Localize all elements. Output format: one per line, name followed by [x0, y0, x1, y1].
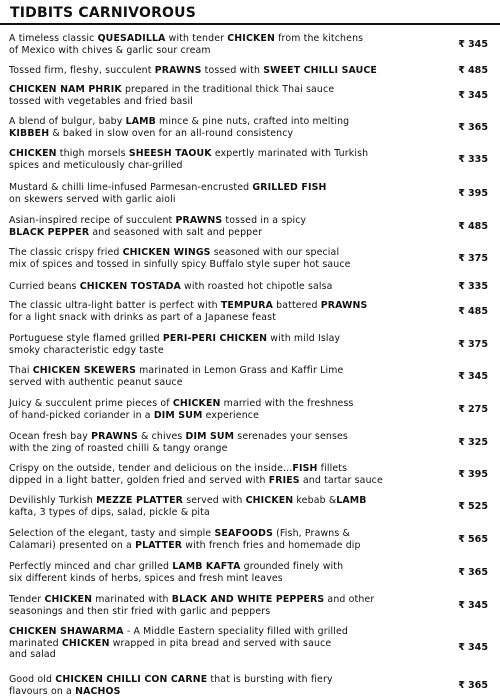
rupee-symbol: ₹ [458, 339, 465, 351]
rupee-symbol: ₹ [458, 469, 465, 481]
item-description-line [9, 398, 449, 410]
item-description-line [9, 84, 449, 96]
description-text: smoky characteristic edgy taste [9, 344, 164, 356]
description-text: - A Middle Eastern speciality filled with grilled [123, 626, 349, 637]
dish-keyword: CHICKEN [44, 594, 93, 605]
dish-keyword: PRAWNS [320, 300, 368, 311]
description-text: spices and meticulously char-grilled [9, 159, 183, 171]
item-description-line [9, 573, 449, 585]
description-text: with tender [165, 33, 228, 44]
item-description-line [9, 345, 449, 357]
description-text: Devilishly Turkish [9, 495, 97, 506]
item-description-line [9, 194, 449, 206]
price-value: 395 [467, 469, 488, 481]
description-text: with mild Islay [267, 333, 341, 344]
dish-keyword: PLATTER [135, 539, 183, 551]
item-description-line [9, 443, 449, 455]
item-description-line [9, 281, 449, 293]
description-text: serenades your senses [234, 431, 348, 442]
description-text: marinated [9, 637, 62, 649]
rupee-symbol: ₹ [458, 404, 465, 416]
item-description-line [9, 333, 449, 345]
dish-keyword: BLACK PEPPER [9, 226, 90, 238]
item-description-line [9, 65, 449, 77]
dish-keyword: FRIES [268, 474, 300, 486]
description-text: The classic crispy fried [9, 247, 123, 258]
price-value: 345 [467, 371, 488, 383]
description-text: A timeless classic [9, 33, 98, 44]
rupee-symbol: ₹ [458, 221, 465, 233]
price-value: 345 [467, 600, 488, 612]
description-text: Curried beans [9, 281, 80, 292]
description-text: kafta, 3 types of dips, salad, pickle & pita [9, 506, 210, 518]
price-value: 485 [467, 65, 488, 76]
description-text: seasoned with our special [210, 247, 340, 258]
description-text: Good old [9, 674, 56, 685]
price-value: 335 [467, 154, 488, 166]
item-price [440, 90, 488, 102]
rupee-symbol: ₹ [458, 437, 465, 449]
dish-keyword: GRILLED FISH [252, 182, 327, 193]
item-description-line [9, 686, 449, 698]
item-description-line [9, 45, 449, 57]
item-description-line [9, 247, 449, 259]
dish-keyword: SHEESH TAOUK [128, 148, 212, 159]
item-price [440, 501, 488, 513]
item-description-line [9, 626, 449, 638]
item-description-line [9, 300, 449, 312]
price-value: 365 [467, 122, 488, 134]
item-price [440, 122, 488, 134]
description-text: of Mexico with chives & garlic sour cream [9, 44, 211, 56]
description-text: & chives [137, 431, 186, 442]
description-text: with french fries and homemade dip [182, 539, 361, 551]
rupee-symbol: ₹ [458, 188, 465, 200]
description-text: of hand-picked coriander in a [9, 409, 154, 421]
item-description-line [9, 160, 449, 172]
item-description-line [9, 227, 449, 239]
dish-keyword: QUESADILLA [97, 33, 166, 44]
item-description-line [9, 431, 449, 443]
price-value: 275 [467, 404, 488, 416]
price-value: 565 [467, 534, 488, 546]
description-text: dipped in a light batter, golden fried and served with [9, 474, 269, 486]
description-text: and other [324, 594, 375, 605]
description-text: wrapped in pita bread and served with sauce [109, 637, 332, 649]
item-price [440, 188, 488, 200]
price-value: 345 [467, 90, 488, 102]
dish-keyword: PERI-PERI CHICKEN [162, 333, 268, 344]
dish-keyword: SEAFOODS [214, 528, 273, 539]
dish-keyword: PRAWNS [175, 215, 223, 226]
description-text: with roasted hot chipotle salsa [180, 281, 333, 292]
dish-keyword: CHICKEN NAM PHRIK [9, 84, 122, 95]
description-text: Juicy & succulent prime pieces of [9, 398, 173, 409]
item-price [440, 339, 488, 351]
dish-keyword: CHICKEN CHILLI CON CARNE [55, 674, 208, 685]
dish-keyword: CHICKEN [9, 148, 57, 159]
item-description-line [9, 606, 449, 618]
item-price [440, 65, 488, 77]
dish-keyword: KIBBEH [9, 127, 50, 139]
description-text: mix of spices and tossed in sinfully spicy Buffalo style super hot sauce [9, 258, 351, 270]
price-value: 345 [467, 39, 488, 51]
price-value: 325 [467, 437, 488, 449]
description-text: served with [183, 495, 246, 506]
item-description-line [9, 540, 449, 552]
description-text: Asian-inspired recipe of succulent [9, 215, 176, 226]
item-description-line [9, 507, 449, 519]
item-description-line [9, 377, 449, 389]
rupee-symbol: ₹ [458, 600, 465, 612]
item-price [440, 437, 488, 449]
description-text: The classic ultra-light batter is perfect with [9, 300, 221, 311]
description-text: that is bursting with fiery [207, 674, 333, 685]
rupee-symbol: ₹ [458, 306, 465, 318]
description-text: A blend of bulgur, baby [9, 116, 126, 127]
dish-keyword: LAMB [125, 116, 156, 127]
description-text: fillets [317, 463, 348, 474]
price-value: 485 [467, 306, 488, 318]
item-price [440, 642, 488, 654]
dish-keyword: CHICKEN [61, 637, 110, 649]
description-text: and seasoned with salt and pepper [89, 226, 263, 238]
section-title: TIDBITS CARNIVOROUS [10, 5, 197, 21]
dish-keyword: CHICKEN SKEWERS [32, 365, 137, 376]
description-text: battered [273, 300, 321, 311]
description-text: tossed with vegetables and fried basil [9, 95, 193, 107]
item-description-line [9, 128, 449, 140]
rupee-symbol: ₹ [458, 253, 465, 265]
dish-keyword: CHICKEN TOSTADA [79, 281, 181, 292]
item-description-line [9, 475, 449, 487]
item-description-line [9, 528, 449, 540]
dish-keyword: DIM SUM [185, 431, 235, 442]
description-text: flavours on a [9, 685, 76, 697]
item-price [440, 600, 488, 612]
item-description-line [9, 33, 449, 45]
description-text: marinated in Lemon Grass and Kaffir Lime [136, 365, 344, 376]
description-text: prepared in the traditional thick Thai sauce [121, 84, 335, 95]
item-description-line [9, 96, 449, 108]
description-text: Tender [9, 594, 45, 605]
item-description-line [9, 638, 449, 650]
item-price [440, 534, 488, 546]
dish-keyword: MEZZE PLATTER [96, 495, 184, 506]
description-text: expertly marinated with Turkish [211, 148, 369, 159]
dish-keyword: CHICKEN WINGS [122, 247, 211, 258]
description-text: thigh morsels [56, 148, 129, 159]
description-text: grounded finely with [240, 561, 344, 572]
price-value: 375 [467, 253, 488, 265]
price-value: 525 [467, 501, 488, 513]
item-description-line [9, 215, 449, 227]
description-text: Tossed firm, fleshy, succulent [9, 65, 155, 76]
dish-keyword: CHICKEN [245, 495, 294, 506]
rupee-symbol: ₹ [458, 501, 465, 513]
dish-keyword: LAMB KAFTA [172, 561, 241, 572]
item-description-line [9, 182, 449, 194]
item-price [440, 39, 488, 51]
description-text: Ocean fresh bay [9, 431, 92, 442]
dish-keyword: TEMPURA [220, 300, 274, 311]
description-text: Mustard & chilli lime-infused Parmesan-encrusted [9, 182, 253, 193]
item-price [440, 404, 488, 416]
item-description-line [9, 259, 449, 271]
description-text: served with authentic peanut sauce [9, 376, 183, 388]
description-text: (Fish, Prawns & [272, 528, 350, 539]
rupee-symbol: ₹ [458, 281, 465, 292]
description-text: Selection of the elegant, tasty and simple [9, 528, 215, 539]
price-value: 365 [467, 680, 488, 692]
description-text: mince & pine nuts, crafted into melting [155, 116, 350, 127]
description-text: tossed in a spicy [222, 215, 307, 226]
item-price [440, 281, 488, 293]
item-price [440, 306, 488, 318]
description-text: from the kitchens [274, 33, 364, 44]
description-text: on skewers served with garlic aioli [9, 193, 176, 205]
dish-keyword: CHICKEN SHAWARMA [9, 626, 124, 637]
description-text: Thai [9, 365, 33, 376]
item-description-line [9, 116, 449, 128]
dish-keyword: CHICKEN [227, 33, 275, 44]
dish-keyword: FISH [292, 463, 318, 474]
description-text: tossed with [201, 65, 264, 76]
description-text: Perfectly minced and char grilled [9, 561, 173, 572]
item-description-line [9, 312, 449, 324]
item-price [440, 221, 488, 233]
price-value: 395 [467, 188, 488, 200]
rupee-symbol: ₹ [458, 122, 465, 134]
description-text: and tartar sauce [299, 474, 383, 486]
description-text: married with the freshness [220, 398, 354, 409]
description-text: with the zing of roasted chilli & tangy orange [9, 442, 228, 454]
price-value: 485 [467, 221, 488, 233]
description-text: kebab & [293, 495, 337, 506]
description-text: marinated with [92, 594, 172, 605]
item-description-line [9, 495, 449, 507]
rupee-symbol: ₹ [458, 154, 465, 166]
description-text: Calamari) presented on a [9, 539, 136, 551]
dish-keyword: SWEET CHILLI SAUCE [263, 65, 377, 76]
item-description-line [9, 561, 449, 573]
description-text: & baked in slow oven for an all-round consistency [49, 127, 294, 139]
item-description-line [9, 594, 449, 606]
item-price [440, 253, 488, 265]
dish-keyword: PRAWNS [154, 65, 202, 76]
rupee-symbol: ₹ [458, 567, 465, 579]
item-description-line [9, 674, 449, 686]
dish-keyword: PRAWNS [91, 431, 138, 442]
price-value: 365 [467, 567, 488, 579]
item-description-line [9, 365, 449, 377]
dish-keyword: BLACK AND WHITE PEPPERS [171, 594, 325, 605]
item-price [440, 469, 488, 481]
rupee-symbol: ₹ [458, 65, 465, 76]
description-text: and salad [9, 649, 56, 661]
item-price [440, 154, 488, 166]
rupee-symbol: ₹ [458, 534, 465, 546]
item-price [440, 371, 488, 383]
rupee-symbol: ₹ [458, 90, 465, 102]
dish-keyword: LAMB [336, 495, 367, 506]
item-description-line [9, 148, 449, 160]
price-value: 335 [467, 281, 488, 292]
rupee-symbol: ₹ [458, 642, 465, 654]
item-price [440, 567, 488, 579]
title-divider [0, 23, 500, 25]
item-description-line [9, 410, 449, 422]
item-description-line [9, 649, 449, 661]
description-text: experience [202, 409, 260, 421]
dish-keyword: NACHOS [75, 685, 121, 697]
dish-keyword: CHICKEN [172, 398, 221, 409]
price-value: 345 [467, 642, 488, 654]
rupee-symbol: ₹ [458, 39, 465, 51]
price-value: 375 [467, 339, 488, 351]
item-description-line [9, 463, 449, 475]
item-price [440, 680, 488, 692]
rupee-symbol: ₹ [458, 371, 465, 383]
description-text: six different kinds of herbs, spices and fresh mint leaves [9, 572, 283, 584]
rupee-symbol: ₹ [458, 680, 465, 692]
description-text: seasonings and then stir fried with garlic and peppers [9, 605, 271, 617]
dish-keyword: DIM SUM [153, 409, 203, 421]
description-text: for a light snack with drinks as part of a Japanese feast [9, 311, 277, 323]
description-text: Crispy on the outside, tender and delicious on the inside... [9, 463, 293, 474]
description-text: Portuguese style flamed grilled [9, 333, 163, 344]
